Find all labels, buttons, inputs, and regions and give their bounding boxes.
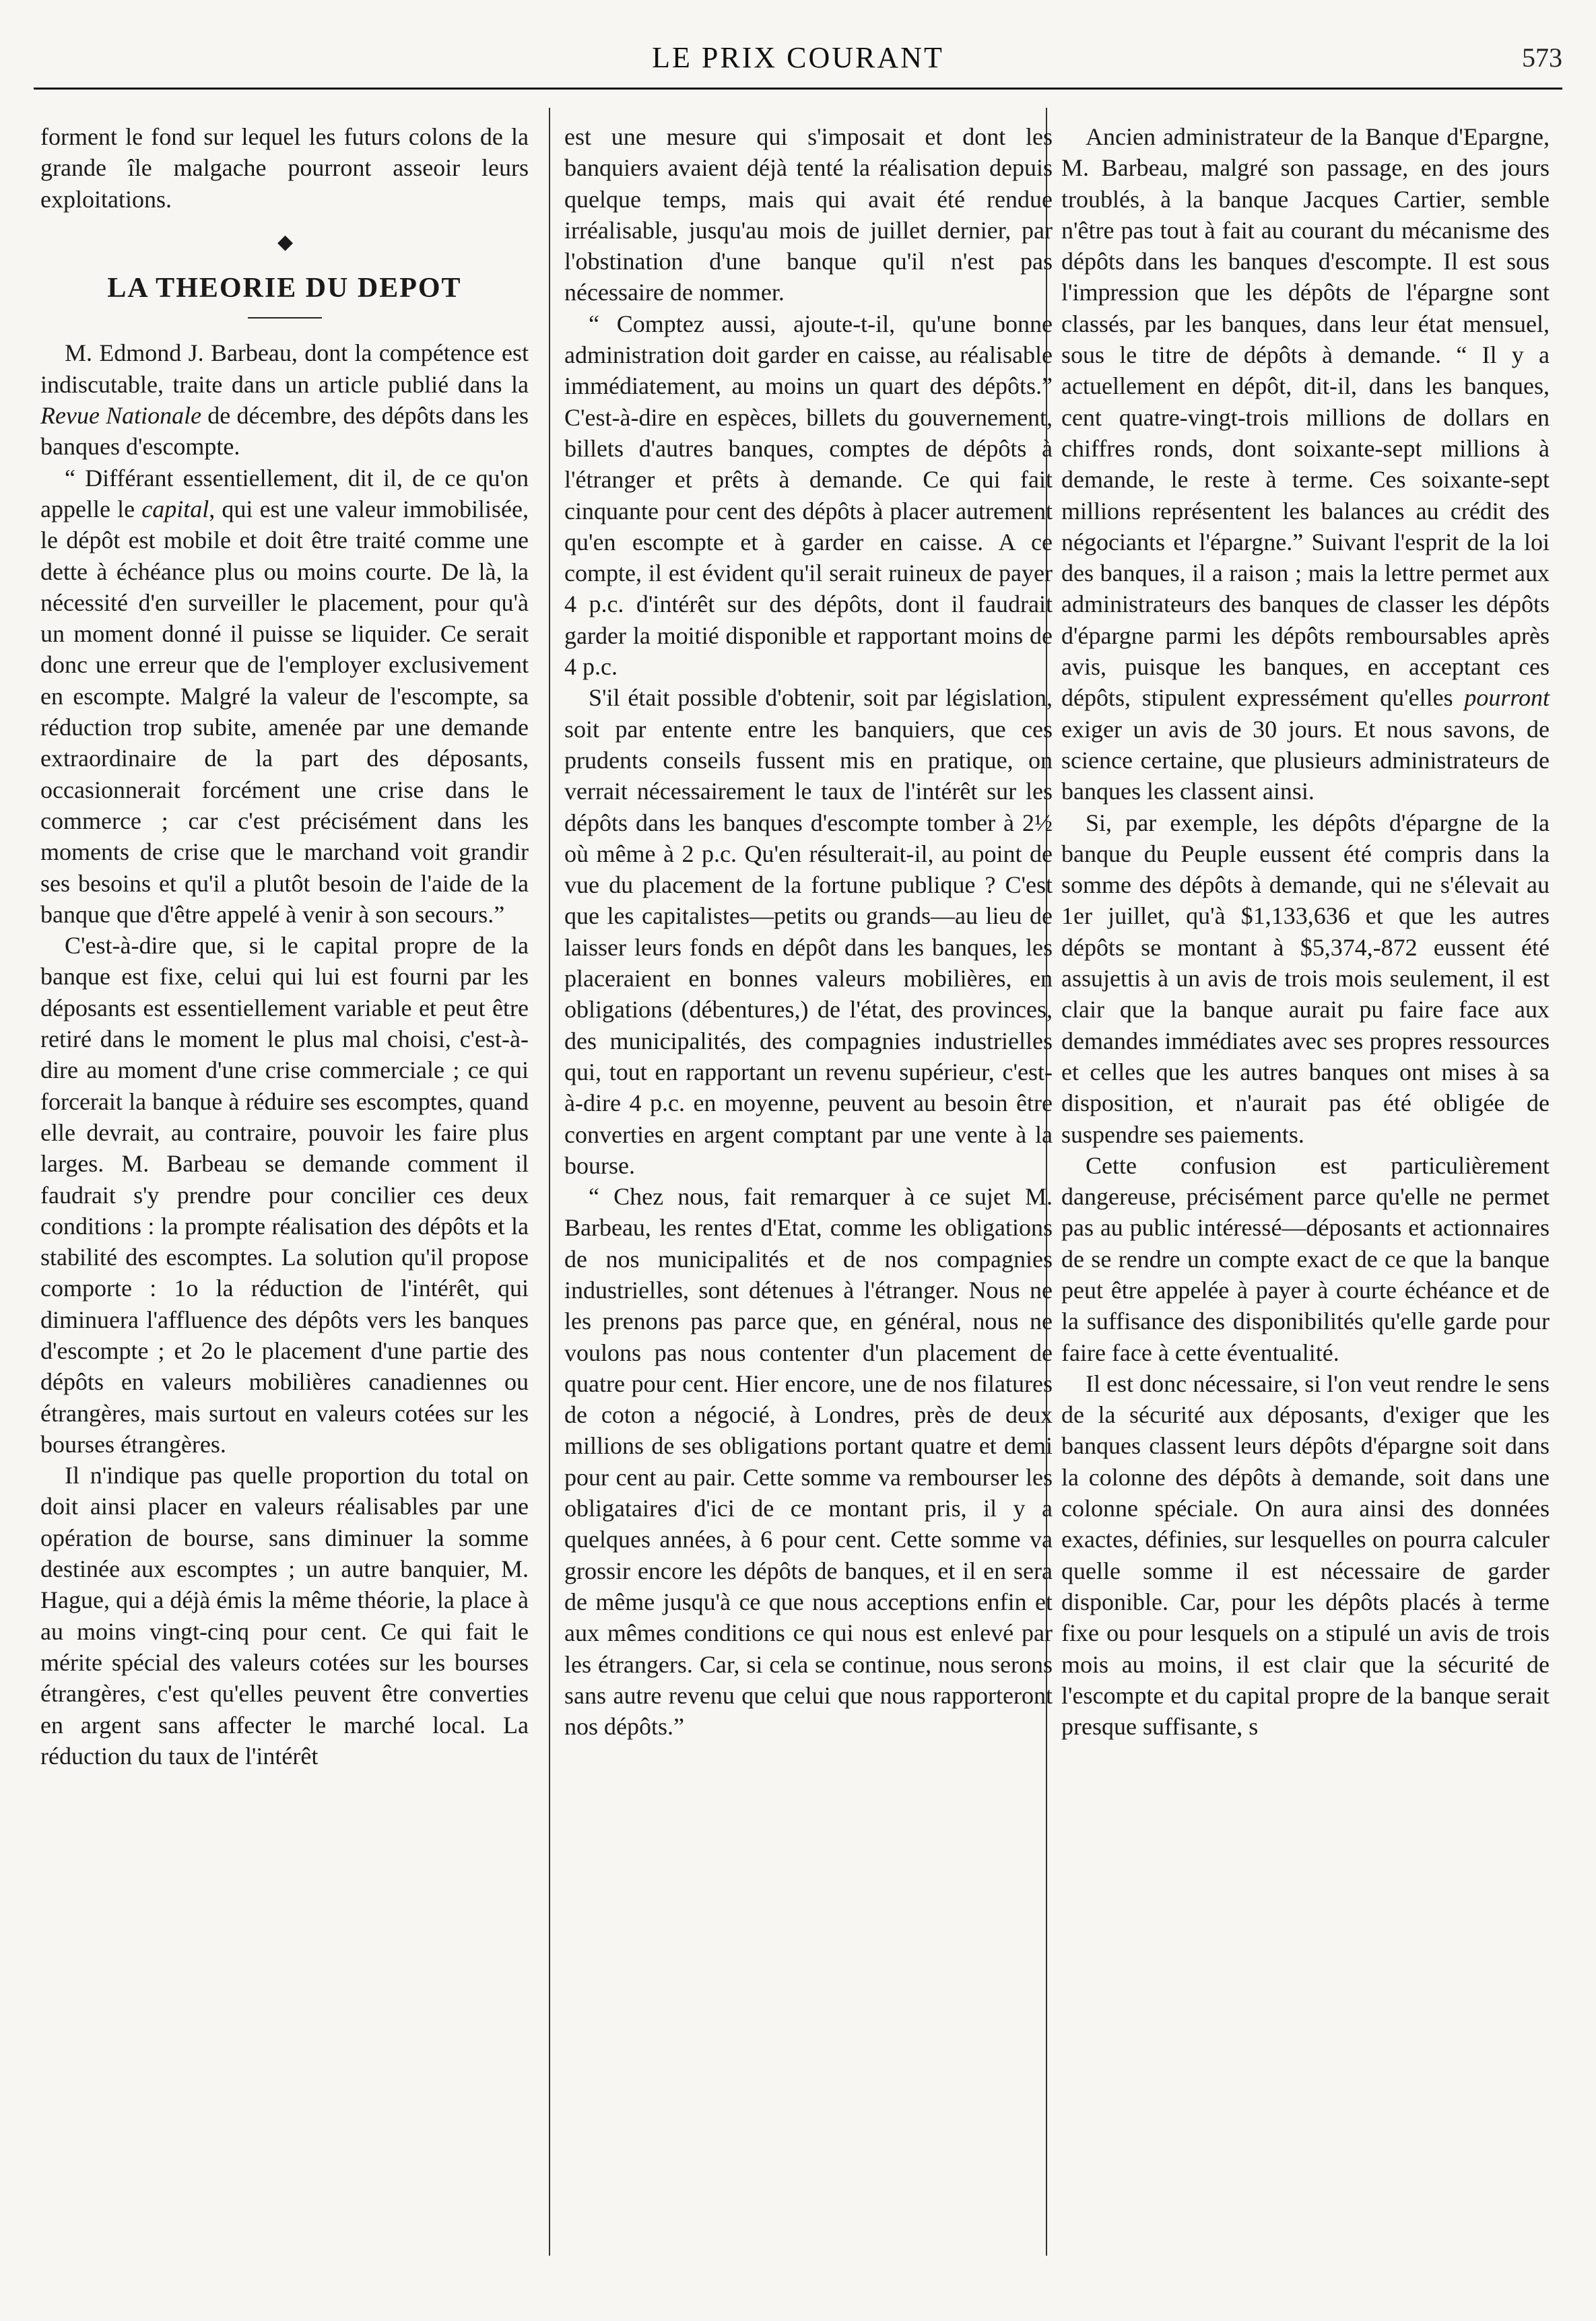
column-3 <box>1061 121 1550 1742</box>
paragraph: forment le fond sur lequel les futurs colons de la grande île malgache pourront asseoir leurs exploitations. <box>40 123 529 213</box>
column-2 <box>564 121 1053 1742</box>
italic-title: Revue Nationale <box>40 402 202 430</box>
paragraph: est une mesure qui s'imposait et dont les banquiers avaient déjà tenté la réalisation depuis quelque temps, mais qui avait été rendue irréalisable, jusqu'au mois de juillet dernier, par l'obstination d'une banque qu'il n'est pas nécessaire de nommer. <box>564 123 1053 306</box>
paragraph: Si, par exemple, les dépôts d'épargne de la banque du Peuple eussent été compris dans la somme des dépôts à demande, qui ne s'élevait au 1er juillet, qu'à $1,133,636 et que les autres dépôts se montant à $5,374,-872 eussent été assujettis à un avis de trois mois seulement, il est clair que la banque aurait pu faire face aux demandes immédiates avec ses propres ressources et celles que les autres banques ont mises à sa disposition, et n'aurait pas été obligée de suspendre ses paiements. <box>1061 809 1550 1148</box>
paragraph: Il est donc nécessaire, si l'on veut rendre le sens de la sécurité aux déposants, d'exiger que les banques classent leurs dépôts d'épargne soit dans la colonne des dépôts à demande, soit dans une colonne spéciale. On aura ainsi des données exactes, définies, sur lesquelles on pourra calculer quelle somme il est nécessaire de garder disponible. Car, pour les dépôts placés à terme fixe ou pour lesquels on a stipulé un avis de trois mois au moins, il est clair que la sécurité de l'escompte et du capital propre de la banque serait presque suffisante, s <box>1061 1370 1550 1741</box>
page-header <box>34 40 1562 81</box>
page-number: 573 <box>1522 42 1562 73</box>
paragraph: “ Comptez aussi, ajoute-t-il, qu'une bonne administration doit garder en caisse, au réalisable immédiatement, au moins un quart des dépôts.” C'est-à-dire en espèces, billets du gouvernement, billets d'autres banques, comptes de dépôts à l'étranger et prêts à demande. Ce qui fait cinquante pour cent des dépôts à placer autrement qu'en escompte et à garder en caisse. A ce compte, il est évident qu'il serait ruineux de payer 4 p.c. d'intérêt sur des dépôts, dont il faudrait garder la moitié disponible et rapportant moins de 4 p.c. <box>564 310 1053 681</box>
journal-title: LE PRIX COURANT <box>652 41 944 74</box>
text-run: exiger un avis de 30 jours. Et nous savons, de science certaine, que plusieurs administrateurs de banques les classent ainsi. <box>1061 715 1550 805</box>
italic-word: pourront <box>1464 684 1550 712</box>
paragraph <box>40 337 529 462</box>
text-run: Ancien administrateur de la Banque d'Epargne, M. Barbeau, malgré son passage, en des jours troublés, à la banque Jacques Cartier, semble n'être pas tout à fait au courant du mécanisme des dépôts dans les banques d'escompte. Il est sous l'impression que les dépôts de l'épargne sont classés, par les banques, dans leur état mensuel, sous le titre de dépôts à demande. “ Il y a actuellement en dépôt, dit-il, dans les banques, cent quatre-vingt-trois millions de dollars en chiffres ronds, dont soixante-sept millions à demande, le reste à terme. Ces soixante-sept millions représentent les balances au crédit des négociants et l'épargne.” Suivant l'esprit de la loi des banques, il a raison ; mais la lettre permet aux administrateurs des banques de classer les dépôts d'épargne parmi les dépôts remboursables après avis, puisque les banques, en acceptant ces dépôts, stipulent expressément qu'elles <box>1061 123 1550 712</box>
article-heading: LA THEORIE DU DEPOT <box>107 273 462 304</box>
paragraph: “ Chez nous, fait remarquer à ce sujet M. Barbeau, les rentes d'Etat, comme les obligations de nos municipalités et de nos compagnies industrielles, sont détenues à l'étranger. Nous ne les prenons pas parce que, en général, nous ne voulons pas nous contenter d'un placement de quatre pour cent. Hier encore, une de nos filatures de coton a négocié, à Londres, près de deux millions de ses obligations portant quatre et demi pour cent au pair. Cette somme va rembourser les obligataires d'ici de ce montant pris, il y a quelques années, à 6 pour cent. Cette somme va grossir encore les dépôts de banques, et il en sera de même jusqu'à ce que nous acceptions enfin et aux mêmes conditions ce qui nous est enlevé par les étrangers. Car, si cela se continue, nous serons sans autre revenu que celui que nous rapporteront nos dépôts.” <box>564 1183 1053 1741</box>
italic-word: capital <box>141 495 209 523</box>
paragraph <box>40 463 529 930</box>
header-rule <box>34 88 1562 90</box>
text-run: “ Différant essentiellement, dit il, de ce qu'on appelle le <box>40 464 529 523</box>
paragraph: Cette confusion est particulièrement dangereuse, précisément parce qu'elle ne permet pas au public intéressé—déposants et actionnaires de se rendre un compte exact de ce que la banque peut être appelée à payer à courte échéance et de la suffisance des disponibilités qu'elle garde pour faire face à cette éventualité. <box>1061 1151 1550 1366</box>
text-run: , qui est une valeur immobilisée, le dépôt est mobile et doit être traité comme une dette à échéance plus ou moins courte. De là, la nécessité d'en surveiller le placement, pour qu'à un moment donné il puisse se liquider. Ce serait donc une erreur que de l'employer exclusivement en escompte. Malgré la valeur de l'escompte, sa réduction trop subite, amenée par une demande extraordinaire de la part des déposants, occasionnerait forcément une crise dans le commerce ; car c'est précisément dans les moments de crise que le marchand voit grandir ses besoins et qu'il a plutôt besoin de l'aide de la banque que d'être appelé à venir à son secours.” <box>40 495 529 928</box>
paragraph <box>1061 121 1550 807</box>
paragraph: C'est-à-dire que, si le capital propre de la banque est fixe, celui qui lui est fourni par les déposants est essentiellement variable et peut être retiré dans le moment le plus mal choisi, c'est-à-dire au moment d'une crise commerciale ; ce qui forcerait la banque à réduire ses escomptes, quand elle devrait, au contraire, pouvoir les faire plus larges. M. Barbeau se demande comment il faudrait s'y prendre pour concilier ces deux conditions : la prompte réalisation des dépôts et la stabilité des escomptes. La solution qu'il propose comporte : 1o la réduction de l'intérêt, qui diminuera l'affluence des dépôts vers les banques d'escompte ; et 2o le placement d'une partie des dépôts en valeurs mobilières canadiennes ou étrangères, mais surtout en valeurs cotées sur les bourses étrangères. <box>40 932 529 1458</box>
column-divider <box>549 108 550 2256</box>
text-run: de décembre, des dépôts dans les banques d'escompte. <box>40 402 529 461</box>
text-run: M. Edmond J. Barbeau, dont la compétence est indiscutable, traite dans un article publié dans la <box>40 339 529 398</box>
column-1 <box>40 121 529 1772</box>
paragraph: Il n'indique pas quelle proportion du total on doit ainsi placer en valeurs réalisables par une opération de bourse, sans diminuer la somme destinée aux escomptes ; un autre banquier, M. Hague, qui a déjà émis la même théorie, la place à au moins vingt-cinq pour cent. Ce qui fait le mérite spécial des valeurs cotées sur les bourses étrangères, c'est qu'elles peuvent être converties en argent sans affecter le marché local. La réduction du taux de l'intérêt <box>40 1462 529 1770</box>
paragraph: S'il était possible d'obtenir, soit par législation, soit par entente entre les banquiers, que ces prudents conseils fussent mis en pratique, on verrait nécessairement le taux de l'intérêt sur les dépôts dans les banques d'escompte tomber à 2½ où même à 2 p.c. Qu'en résulterait-il, au point de vue du placement de la fortune publique ? C'est que les capitalistes—petits ou grands—au lieu de laisser leurs fonds en dépôt dans les banques, les placeraient en bonnes valeurs mobilières, en obligations (débentures,) de l'état, des provinces, des municipalités, des compagnies industrielles qui, tout en rapportant un revenu supérieur, c'est-à-dire 4 p.c. en moyenne, peuvent au besoin être converties en argent comptant par une vente à la bourse. <box>564 684 1053 1179</box>
heading-rule <box>248 317 322 318</box>
section-ornament: ◆ <box>277 230 292 253</box>
